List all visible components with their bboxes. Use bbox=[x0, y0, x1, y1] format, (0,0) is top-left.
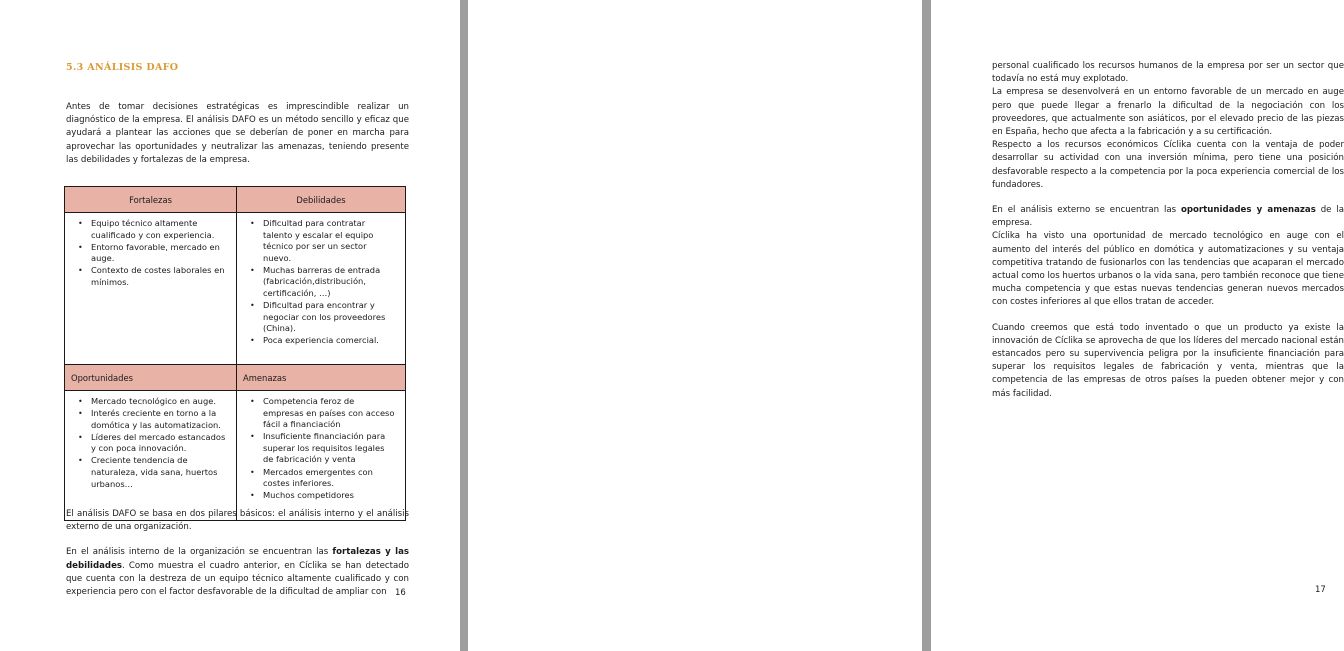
paragraph-external-bold: oportunidades y amenazas bbox=[1180, 205, 1316, 216]
paragraph-innovation: Cuando creemos que está todo inventado o que un producto ya existe la innovación de Cíclika se aprovecha de que los líderes del mercado nacional están estancados pero su supervivencia peligra por la insuficiente financiación para superar los requisitos legales de fabricación y venta, mientras que la competencia de las empresas de otros países la pueden obtener mejor y con más facilidad. bbox=[992, 322, 1344, 399]
header-cell-fortalezas: Fortalezas bbox=[65, 187, 237, 213]
paragraph-external-prefix: En el análisis externo se encuentran las bbox=[992, 205, 1181, 216]
paragraph-internal-bold: fortalezas y las debilidades bbox=[66, 547, 409, 571]
list-item: • Creciente tendencia de naturaleza, vida sana, huertos urbanos… bbox=[91, 455, 228, 490]
list-oportunidades bbox=[67, 396, 230, 490]
list-item: • Muchos competidores bbox=[263, 490, 397, 502]
list-debilidades bbox=[239, 218, 399, 347]
paragraph-external-suffix: de la empresa. bbox=[992, 205, 1344, 229]
dafo-matrix-table bbox=[64, 186, 406, 521]
list-item: • Dificultad para encontrar y negociar con los proveedores (China). bbox=[263, 300, 397, 335]
page-number-right: 17 bbox=[1315, 585, 1326, 595]
list-item: • Entorno favorable, mercado en auge. bbox=[91, 242, 228, 265]
list-item: • Contexto de costes laborales en mínimos. bbox=[91, 265, 228, 288]
header-cell-oportunidades: Oportunidades bbox=[65, 365, 237, 391]
paragraph-resources: Respecto a los recursos económicos Cíclika cuenta con la ventaja de poder desarrollar su actividad con una inversión mínima, pero tiene una posición desfavorable respecto a la competencia por la poca experiencia comercial de los fundadores. bbox=[992, 140, 1344, 190]
table-row-header-bottom bbox=[65, 365, 406, 391]
table-row-header-top bbox=[65, 187, 406, 213]
left-page-intro-block bbox=[66, 101, 409, 167]
list-item: • Mercado tecnológico en auge. bbox=[91, 396, 228, 408]
page-number-left: 16 bbox=[395, 588, 406, 598]
table-row-strengths-weaknesses bbox=[65, 213, 406, 365]
cell-debilidades bbox=[237, 213, 406, 365]
paragraph-opportunity: Cíclika ha visto una oportunidad de mercado tecnológico en auge con el aumento del interés del público en domótica y automatizaciones y su ventaja competitiva tratando de fusionarlos con las tendencias que acaparan el mercado actual como los huertos urbanos o la vida sana, pero también reconoce que tiene mucha competencia y que estas nuevas tendencias generan nuevos mercados con costes inferiores al que ellos tratan de acceder. bbox=[992, 231, 1344, 308]
list-item: • Líderes del mercado estancados y con poca innovación. bbox=[91, 432, 228, 455]
cell-fortalezas bbox=[65, 213, 237, 365]
cell-oportunidades bbox=[65, 391, 237, 521]
list-item: • Dificultad para contratar talento y escalar el equipo técnico por ser un sector nuevo. bbox=[263, 218, 397, 264]
left-page-closing-block bbox=[66, 508, 409, 599]
list-item: • Mercados emergentes con costes inferiores. bbox=[263, 467, 397, 490]
intro-paragraph: Antes de tomar decisiones estratégicas es imprescindible realizar un diagnóstico de la empresa. El análisis DAFO es un método sencillo y eficaz que ayudará a plantear las acciones que se deberían de poner en marcha para aprovechar las oportunidades y neutralizar las amenazas, teniendo presente las debilidades y fortalezas de la empresa. bbox=[66, 102, 409, 165]
list-item: • Interés creciente en torno a la domótica y las automatizacion. bbox=[91, 408, 228, 431]
page-right-edge-shadow bbox=[922, 0, 931, 651]
right-block-1 bbox=[992, 60, 1344, 192]
right-page-body bbox=[992, 60, 1344, 401]
paragraph-internal-analysis bbox=[66, 546, 409, 599]
right-block-2 bbox=[992, 204, 1344, 310]
page-gutter-divider bbox=[460, 0, 468, 651]
paragraph-continuation: personal cualificado los recursos humanos de la empresa por ser un sector que todavía no está muy explotado. bbox=[992, 61, 1344, 85]
list-item: • Equipo técnico altamente cualificado y con experiencia. bbox=[91, 218, 228, 241]
table-row-opportunities-threats bbox=[65, 391, 406, 521]
list-item: • Muchas barreras de entrada (fabricación,distribución, certificación, …) bbox=[263, 265, 397, 300]
section-heading: 5.3 ANÁLISIS DAFO bbox=[66, 62, 179, 73]
header-cell-amenazas: Amenazas bbox=[237, 365, 406, 391]
paragraph-environment: La empresa se desenvolverá en un entorno favorable de un mercado en auge pero que puede llegar a frenarlo la dificultad de la negociación con los proveedores, que actualmente son asiáticos, por el elevado precio de las piezas en España, hecho que afecta a la fabricación y a su certificación. bbox=[992, 87, 1344, 138]
header-cell-debilidades: Debilidades bbox=[237, 187, 406, 213]
right-block-3 bbox=[992, 322, 1344, 401]
paragraph-pillars: El análisis DAFO se basa en dos pilares básicos: el análisis interno y el análisis externo de una organización. bbox=[66, 509, 409, 533]
list-amenazas bbox=[239, 396, 399, 502]
page-right bbox=[468, 0, 1344, 651]
list-item: • Competencia feroz de empresas en países con acceso fácil a financiación bbox=[263, 396, 397, 431]
paragraph-external-analysis bbox=[992, 204, 1344, 230]
list-item: • Poca experiencia comercial. bbox=[263, 335, 397, 347]
cell-amenazas bbox=[237, 391, 406, 521]
list-fortalezas bbox=[67, 218, 230, 289]
paragraph-internal-prefix: En el análisis interno de la organización se encuentran las bbox=[66, 547, 333, 558]
paragraph-internal-suffix: . Como muestra el cuadro anterior, en Cíclika se han detectado que cuenta con la destreza de un equipo técnico altamente cualificado y con experiencia pero con el factor desfavorable de la dificultad de ampliar con bbox=[66, 560, 409, 598]
page-left bbox=[0, 0, 460, 651]
list-item: • Insuficiente financiación para superar los requisitos legales de fabricación y venta bbox=[263, 431, 397, 466]
